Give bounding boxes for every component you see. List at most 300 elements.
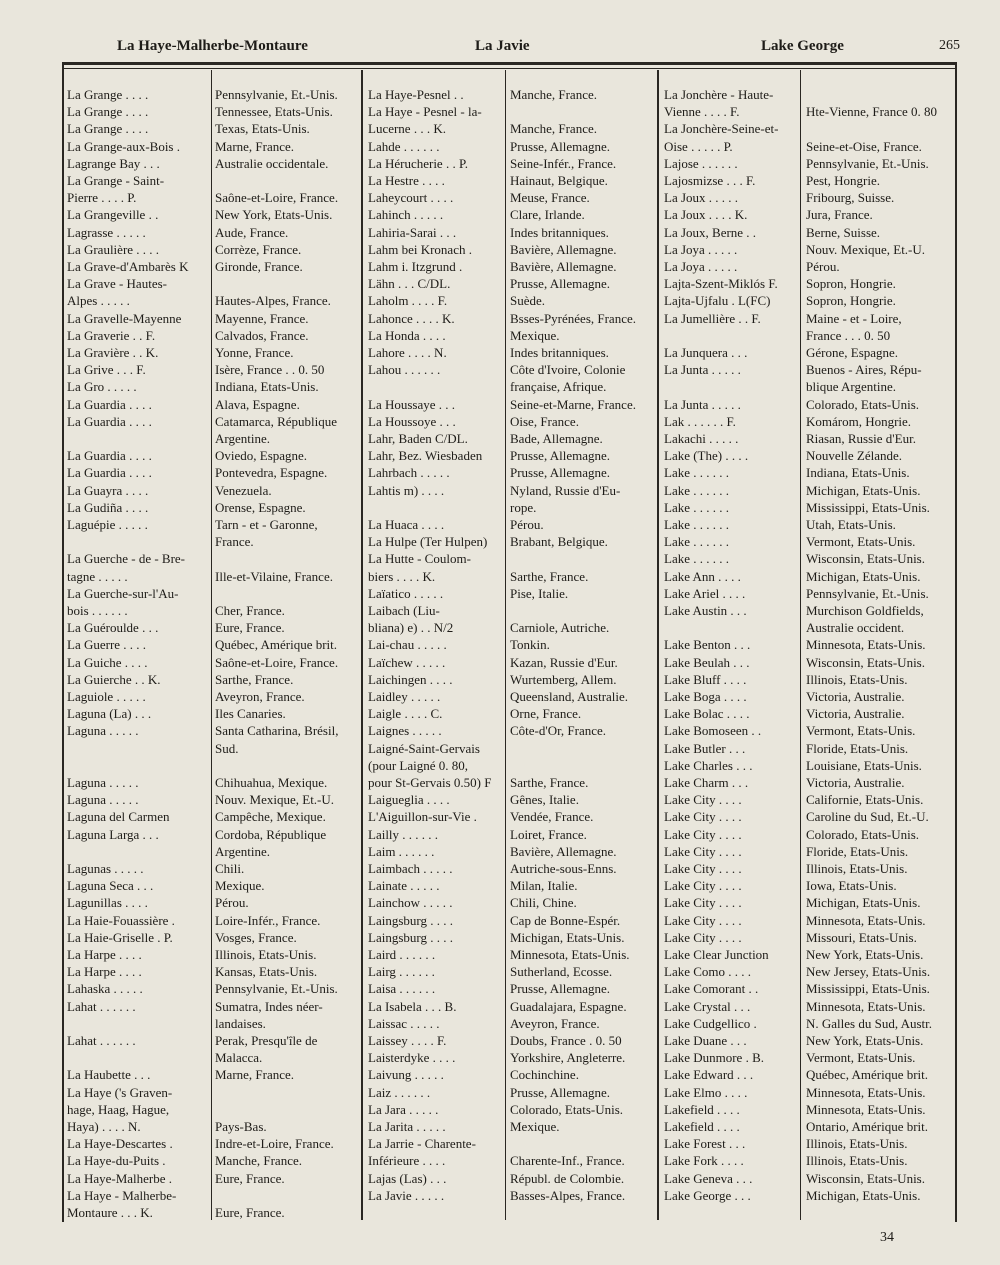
place-region: Sutherland, Ecosse. [510,964,613,980]
place-region: Wisconsin, Etats-Unis. [806,654,925,670]
place-name: Laigle . . . . C. [368,706,443,722]
place-region: Kazan, Russie d'Eur. [510,654,618,670]
place-name: Lake . . . . . . [664,482,729,498]
column-divider [657,70,659,1220]
place-name: Lake City . . . . [664,861,742,876]
place-name: La Hestre . . . . [368,173,445,188]
place-region: Manche, France. [510,121,597,137]
place-region: Clare, Irlande. [510,207,585,223]
place-region: Chili, Chine. [510,895,577,911]
place-name: La Guiche . . . . [67,654,148,670]
place-name: Lagrasse . . . . . [67,224,146,240]
place-region: Hautes-Alpes, France. [215,293,331,309]
place-name: Lake City . . . . [664,792,742,808]
place-name: Lailly . . . . . . [368,826,439,842]
place-name: Lake Benton . . . [664,637,751,653]
place-region: Californie, Etats-Unis. [806,792,924,808]
place-name: La Grave - Hautes- [67,276,167,292]
place-name: Lake Como . . . . [664,964,752,980]
place-name: La Graulière . . . . [67,241,160,257]
place-name: La Honda . . . . [368,327,446,343]
place-name: Lakefield . . . . [664,1119,740,1134]
place-region: Michigan, Etats-Unis. [510,929,625,945]
place-name: La Gudiña . . . . [67,499,149,515]
place-name: Lake Crystal . . . [664,998,751,1014]
place-region: Côte d'Ivoire, Colonie [510,362,626,378]
place-name: Laimbach . . . . . [368,861,453,876]
place-region: Illinois, Etats-Unis. [215,947,317,962]
place-name: La Huaca . . . . [368,517,445,532]
place-region: Chili. [215,861,245,876]
place-name: Lake City . . . . [664,826,742,842]
place-region: Kansas, Etats-Unis. [215,964,318,980]
place-region: Bavière, Allemagne. [510,259,617,274]
place-region: Cap de Bonne-Espér. [510,912,621,928]
place-region: Mexique. [510,327,560,343]
place-name: La Junquera . . . [664,345,748,360]
place-region: Chihuahua, Mexique. [215,775,328,790]
place-region: Berne, Suisse. [806,224,881,240]
place-name: Lai-chau . . . . . [368,637,447,653]
place-name: Lake (The) . . . . [664,448,749,464]
place-name: Lahde . . . . . . [368,138,440,154]
place-region: Floride, Etats-Unis. [806,740,909,756]
place-name: Lahaska . . . . . [67,981,143,997]
place-name: La Haye-du-Puits . [67,1153,166,1169]
place-name: Laissac . . . . . [368,1015,440,1031]
place-region: Sopron, Hongrie. [806,293,896,309]
place-name: Lajosmizse . . . F. [664,173,756,188]
place-region: Loiret, France. [510,826,587,842]
place-name: Alpes . . . . . [67,293,130,309]
place-name: Montaure . . . K. [67,1205,153,1220]
place-name: Lake Ariel . . . . [664,585,746,601]
place-region: Victoria, Australie. [806,689,905,704]
place-name: Haya) . . . . N. [67,1119,141,1134]
place-region: rope. [510,499,537,515]
place-region: Prusse, Allemagne. [510,1084,611,1100]
place-name: Lajta-Ujfalu . L(FC) [664,293,771,309]
place-region: Cher, France. [215,603,285,618]
place-name: La Graverie . . F. [67,327,156,343]
place-name: La Grange . . . . [67,104,149,120]
place-name: Laingsburg . . . . [368,912,453,928]
place-region: Seine-et-Marne, France. [510,396,636,412]
place-region: Bavière, Allemagne. [510,241,617,257]
place-region: Illinois, Etats-Unis. [806,861,908,876]
place-name: Oise . . . . . P. [664,138,733,154]
place-name: biers . . . . K. [368,568,436,584]
place-name: Laidley . . . . . [368,689,441,704]
place-name: Laivung . . . . . [368,1067,444,1083]
signature-mark: 34 [880,1230,894,1245]
place-name: Laiz . . . . . . [368,1084,431,1100]
place-name: Lake Charles . . . [664,757,753,773]
place-name: Lajas (Las) . . . [368,1170,447,1186]
place-name: Lahinch . . . . . [368,207,444,223]
place-name: Lakachi . . . . . [664,431,739,446]
place-name: L'Aiguillon-sur-Vie . [368,809,477,825]
place-name: La Grange . . . . [67,121,149,137]
place-region: Indiana, Etats-Unis. [215,379,319,395]
place-name: Laigueglia . . . . [368,792,450,808]
place-name: La Guéroulde . . . [67,620,159,636]
place-region: Argentine. [215,843,270,859]
place-name: Laguna (La) . . . [67,706,152,722]
place-name: Laird . . . . . . [368,947,436,962]
place-name: La Houssoye . . . [368,413,456,429]
place-region: Marne, France. [215,1067,295,1083]
place-name: La Grave-d'Ambarès K [67,259,189,274]
place-name: Lake City . . . . [664,912,742,928]
place-region: Wurtemberg, Allem. [510,671,617,687]
place-name: Laibach (Liu- [368,603,440,618]
place-region: Pennsylvanie, Et.-Unis. [806,585,929,601]
place-name: La Hérucherie . . P. [368,155,468,171]
place-region: Bsses-Pyrénées, France. [510,310,636,326]
place-region: Républ. de Colombie. [510,1170,625,1186]
place-region: Cochinchine. [510,1067,579,1083]
place-region: Eure, France. [215,1205,285,1220]
place-region: Bavière, Allemagne. [510,843,617,859]
place-name: Lahm bei Kronach . [368,241,472,257]
place-name: Lahiria-Sarai . . . [368,224,457,240]
place-region: Malacca. [215,1050,263,1066]
place-region: Indre-et-Loire, France. [215,1136,334,1152]
place-name: La Jara . . . . . [368,1101,439,1117]
place-region: Michigan, Etats-Unis. [806,568,921,584]
place-name: Lake City . . . . [664,895,742,911]
place-name: Laim . . . . . . [368,843,435,859]
place-name: Lähn . . . C/DL. [368,276,451,292]
place-name: Lucerne . . . K. [368,121,446,137]
place-region: Prusse, Allemagne. [510,981,611,997]
place-region: Mexique. [510,1119,560,1134]
place-region: Carniole, Autriche. [510,620,610,636]
place-region: New York, Etats-Unis. [806,1033,924,1048]
place-name: Lahat . . . . . . [67,998,136,1014]
place-name: hage, Haag, Hague, [67,1101,170,1117]
place-region: Pennsylvanie, Et.-Unis. [215,87,338,102]
place-name: Pierre . . . . P. [67,190,137,206]
place-region: Eure, France. [215,620,285,636]
place-region: Autriche-sous-Enns. [510,861,617,876]
place-region: Hainaut, Belgique. [510,173,608,188]
place-region: Argentine. [215,431,270,446]
place-name: Laigné-Saint-Gervais [368,740,480,756]
place-region: Victoria, Australie. [806,775,905,790]
place-name: La Joux . . . . . [664,190,739,206]
place-region: New Jersey, Etats-Unis. [806,964,931,980]
place-region: Utah, Etats-Unis. [806,517,896,532]
place-region: Tarn - et - Garonne, [215,517,318,532]
place-name: Lake Comorant . . [664,981,759,997]
place-region: Pise, Italie. [510,585,569,601]
place-name: Lake George . . . [664,1187,751,1203]
place-region: Nyland, Russie d'Eu- [510,482,621,498]
place-name: La Jarrie - Charente- [368,1136,476,1152]
place-name: Laisterdyke . . . . [368,1050,456,1066]
place-region: Nouv. Mexique, Et.-U. [806,241,926,257]
place-name: Lajta-Szent-Miklós F. [664,276,778,292]
place-name: Lairg . . . . . . [368,964,435,980]
place-name: Lake Edward . . . [664,1067,754,1083]
place-region: Suède. [510,293,546,309]
place-region: Manche, France. [510,87,597,102]
place-name: La Junta . . . . . [664,396,741,412]
place-name: Lake . . . . . . [664,465,729,481]
place-name: pour St-Gervais 0.50) F [368,775,492,790]
header-right-guide-word: Lake George [761,38,844,54]
place-region: Fribourg, Suisse. [806,190,895,206]
place-region: France . . . 0. 50 [806,327,891,343]
place-name: Lake Dunmore . B. [664,1050,765,1066]
place-name: Lahr, Baden C/DL. [368,431,468,446]
place-region: Victoria, Australie. [806,706,905,722]
place-region: Oise, France. [510,413,579,429]
place-name: Lainate . . . . . [368,878,440,894]
place-region: Colorado, Etats-Unis. [806,826,920,842]
place-region: Louisiane, Etats-Unis. [806,757,922,773]
place-name: Lake Clear Junction [664,947,769,962]
place-region: Texas, Etats-Unis. [215,121,310,137]
place-name: Lahore . . . . N. [368,345,447,360]
place-region: Minnesota, Etats-Unis. [510,947,630,962]
place-region: Isère, France . . 0. 50 [215,362,325,378]
place-region: Bade, Allemagne. [510,431,603,446]
place-name: Laïchew . . . . . [368,654,446,670]
place-region: Charente-Inf., France. [510,1153,625,1169]
place-region: Indes britanniques. [510,224,609,240]
place-region: Sarthe, France. [510,775,589,790]
place-region: Pennsylvanie, Et.-Unis. [215,981,338,997]
place-region: Murchison Goldfields, [806,603,924,618]
place-region: Sarthe, France. [215,671,294,687]
place-name: La Haye ('s Graven- [67,1084,173,1100]
place-region: Ontario, Amérique brit. [806,1119,929,1134]
place-name: La Guardia . . . . [67,465,152,481]
place-region: Minnesota, Etats-Unis. [806,998,926,1014]
place-region: Alava, Espagne. [215,396,300,412]
place-region: Buenos - Aires, Répu- [806,362,922,378]
place-name: La Guierche . . K. [67,671,161,687]
place-name: Lake Fork . . . . [664,1153,744,1169]
place-region: Seine-et-Oise, France. [806,138,922,154]
place-name: La Junta . . . . . [664,362,741,378]
place-region: Manche, France. [215,1153,302,1169]
place-name: La Haye - Malherbe- [67,1187,177,1203]
place-region: Vendée, France. [510,809,594,825]
place-name: Lajose . . . . . . [664,155,738,171]
place-region: New York, Etats-Unis. [806,947,924,962]
place-region: Maine - et - Loire, [806,310,902,326]
place-name: Lagunillas . . . . [67,895,148,911]
place-region: Michigan, Etats-Unis. [806,895,921,911]
place-name: Laignes . . . . . [368,723,442,739]
place-region: Pays-Bas. [215,1119,267,1134]
place-name: Laissey . . . . F. [368,1033,447,1048]
place-region: Seine-Infér., France. [510,155,617,171]
place-name: Lake City . . . . [664,809,742,825]
place-region: Vermont, Etats-Unis. [806,723,916,739]
place-region: Illinois, Etats-Unis. [806,1153,908,1169]
header-center-guide-word: La Javie [475,38,530,54]
place-region: Indes britanniques. [510,345,609,360]
place-region: Pennsylvanie, Et.-Unis. [806,155,929,171]
place-name: Lahm i. Itzgrund . [368,259,463,274]
place-region: Iowa, Etats-Unis. [806,878,897,894]
place-name: Lakefield . . . . [664,1101,740,1117]
place-region: Minnesota, Etats-Unis. [806,1101,926,1117]
place-region: Queensland, Australie. [510,689,629,704]
place-region: Calvados, France. [215,327,309,343]
place-region: Corrèze, France. [215,241,302,257]
place-region: Colorado, Etats-Unis. [806,396,920,412]
place-region: Saône-et-Loire, France. [215,190,339,206]
place-name: Laguna . . . . . [67,775,139,790]
place-region: Pérou. [510,517,544,532]
place-region: Missouri, Etats-Unis. [806,929,917,945]
place-region: Cordoba, République [215,826,327,842]
place-region: Mississippi, Etats-Unis. [806,981,930,997]
place-name: La Haubette . . . [67,1067,151,1083]
place-name: Laguna . . . . . [67,723,139,739]
place-region: Sarthe, France. [510,568,589,584]
place-name: La Joux, Berne . . [664,224,757,240]
place-name: Lake Duane . . . [664,1033,747,1048]
place-name: Lake City . . . . [664,929,742,945]
place-name: Vienne . . . . F. [664,104,740,120]
place-region: Wisconsin, Etats-Unis. [806,1170,925,1186]
place-name: Lahou . . . . . . [368,362,441,378]
place-region: Wisconsin, Etats-Unis. [806,551,925,567]
place-name: La Isabela . . . B. [368,998,457,1014]
place-name: La Guerre . . . . [67,637,147,653]
place-region: Brabant, Belgique. [510,534,608,550]
place-region: Pest, Hongrie. [806,173,881,188]
place-region: Vermont, Etats-Unis. [806,534,916,550]
place-region: Marne, France. [215,138,295,154]
place-name: Lake Charm . . . [664,775,749,790]
place-region: Sumatra, Indes néer- [215,998,323,1014]
place-name: Laguna del Carmen [67,809,170,825]
place-region: Michigan, Etats-Unis. [806,482,921,498]
place-name: La Guayra . . . . [67,482,149,498]
place-region: Guadalajara, Espagne. [510,998,627,1014]
place-region: Côte-d'Or, France. [510,723,607,739]
place-name: Lagunas . . . . . [67,861,144,876]
place-name: Lahrbach . . . . . [368,465,450,481]
place-name: Lagrange Bay . . . [67,155,160,171]
place-name: Lake Cudgellico . [664,1015,757,1031]
column-divider [800,70,801,1220]
place-region: Gérone, Espagne. [806,345,899,360]
place-region: Ille-et-Vilaine, France. [215,568,333,584]
place-name: Lak . . . . . . F. [664,413,736,429]
place-name: Inférieure . . . . [368,1153,446,1169]
place-region: Komárom, Hongrie. [806,413,912,429]
place-name: Lahat . . . . . . [67,1033,136,1048]
place-region: Milan, Italie. [510,878,578,894]
place-name: La Hutte - Coulom- [368,551,471,567]
place-region: Hte-Vienne, France 0. 80 [806,104,937,120]
page-number: 265 [939,38,960,53]
place-name: Laichingen . . . . [368,671,453,687]
place-name: Lake Boga . . . . [664,689,747,704]
place-name: La Joya . . . . . [664,241,738,257]
place-name: Lake City . . . . [664,843,742,859]
place-name: La Haye-Descartes . [67,1136,173,1152]
place-name: La Grange . . . . [67,87,149,102]
place-region: Mexique. [215,878,265,894]
place-region: Oviedo, Espagne. [215,448,308,464]
place-name: Lake Bomoseen . . [664,723,762,739]
place-name: Lake Austin . . . [664,603,747,618]
place-region: Catamarca, République [215,413,338,429]
place-region: Venezuela. [215,482,272,498]
place-name: La Guerche-sur-l'Au- [67,585,179,601]
place-name: La Joux . . . . K. [664,207,748,223]
place-region: Pérou. [806,259,840,274]
place-region: landaises. [215,1015,266,1031]
place-name: Lake . . . . . . [664,551,729,567]
place-region: Vosges, France. [215,929,297,945]
place-name: La Gravière . . K. [67,345,159,360]
place-name: Laguna Larga . . . [67,826,159,842]
place-region: Prusse, Allemagne. [510,276,611,292]
place-name: La Haye - Pesnel - la- [368,104,482,120]
place-region: Campêche, Mexique. [215,809,326,825]
place-region: Doubs, France . 0. 50 [510,1033,622,1048]
place-region: Pontevedra, Espagne. [215,465,328,481]
place-region: Basses-Alpes, France. [510,1187,626,1203]
place-name: La Guardia . . . . [67,413,152,429]
place-name: Laholm . . . . F. [368,293,448,309]
place-region: Québec, Amérique brit. [215,637,338,653]
place-region: Prusse, Allemagne. [510,138,611,154]
place-name: Lake . . . . . . [664,517,729,532]
place-name: Lainchow . . . . . [368,895,453,911]
place-name: La Jonchère - Haute- [664,87,774,102]
place-name: Lake Bolac . . . . [664,706,750,722]
place-region: Tennessee, Etats-Unis. [215,104,333,120]
place-region: Aveyron, France. [215,689,305,704]
place-region: Floride, Etats-Unis. [806,843,909,859]
place-name: Lake Forest . . . [664,1136,746,1152]
place-region: France. [215,534,254,550]
place-region: Illinois, Etats-Unis. [806,1136,908,1152]
place-name: La Gravelle-Mayenne [67,310,182,326]
place-name: Lake Geneva . . . [664,1170,753,1186]
place-region: Sud. [215,740,239,756]
place-name: La Grange - Saint- [67,173,165,188]
place-name: Lahr, Bez. Wiesbaden [368,448,483,464]
place-region: française, Afrique. [510,379,607,395]
place-name: La Joya . . . . . [664,259,738,274]
place-region: New York, Etats-Unis. [215,207,333,223]
place-name: La Jonchère-Seine-et- [664,121,779,137]
place-name: Lake City . . . . [664,878,742,894]
place-name: La Houssaye . . . [368,396,456,412]
place-name: Lahonce . . . . K. [368,310,455,326]
place-name: La Harpe . . . . [67,947,142,962]
place-name: Lake Ann . . . . [664,568,741,584]
place-name: La Javie . . . . . [368,1187,445,1203]
place-region: Minnesota, Etats-Unis. [806,637,926,653]
place-region: Loire-Infér., France. [215,912,321,928]
place-region: Aude, France. [215,224,289,240]
place-region: Colorado, Etats-Unis. [510,1101,624,1117]
